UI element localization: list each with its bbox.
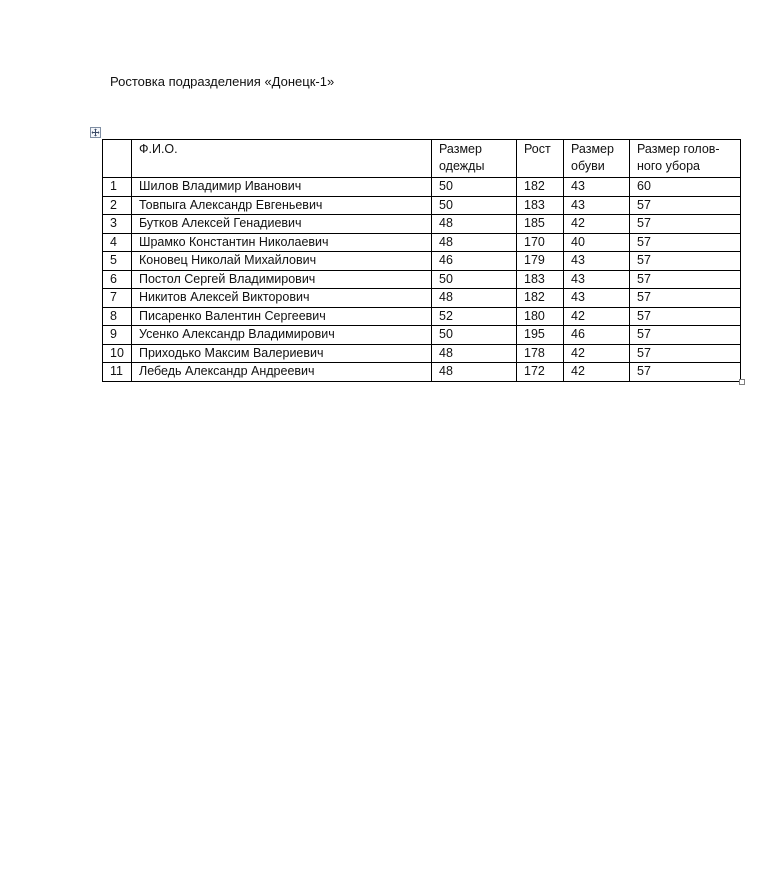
cell-number[interactable]: 1	[103, 178, 132, 197]
cell-clothing-size[interactable]: 48	[432, 344, 517, 363]
cell-full-name[interactable]: Шрамко Константин Николаевич	[132, 233, 432, 252]
cell-full-name[interactable]: Лебедь Александр Андреевич	[132, 363, 432, 382]
cell-full-name[interactable]: Приходько Максим Валериевич	[132, 344, 432, 363]
cell-clothing-size[interactable]: 52	[432, 307, 517, 326]
table-row	[103, 196, 741, 215]
cell-shoe-size[interactable]: 43	[564, 289, 630, 308]
cell-number[interactable]: 11	[103, 363, 132, 382]
table-row	[103, 326, 741, 345]
cell-shoe-size[interactable]: 43	[564, 178, 630, 197]
cell-clothing-size[interactable]: 50	[432, 270, 517, 289]
header-shoe-size[interactable]: Размер обуви	[564, 140, 630, 178]
cell-height[interactable]: 178	[517, 344, 564, 363]
cell-clothing-size[interactable]: 48	[432, 289, 517, 308]
cell-hat-size[interactable]: 57	[630, 326, 741, 345]
cell-height[interactable]: 183	[517, 196, 564, 215]
cell-full-name[interactable]: Постол Сергей Владимирович	[132, 270, 432, 289]
header-full-name[interactable]: Ф.И.О.	[132, 140, 432, 178]
cell-hat-size[interactable]: 57	[630, 289, 741, 308]
move-arrows-icon	[91, 128, 100, 137]
cell-hat-size[interactable]: 57	[630, 307, 741, 326]
cell-height[interactable]: 195	[517, 326, 564, 345]
cell-shoe-size[interactable]: 43	[564, 270, 630, 289]
cell-full-name[interactable]: Усенко Александр Владимирович	[132, 326, 432, 345]
cell-clothing-size[interactable]: 50	[432, 178, 517, 197]
cell-number[interactable]: 3	[103, 215, 132, 234]
cell-clothing-size[interactable]: 50	[432, 326, 517, 345]
header-hat-size[interactable]: Размер голов-ного убора	[630, 140, 741, 178]
cell-height[interactable]: 180	[517, 307, 564, 326]
cell-height[interactable]: 170	[517, 233, 564, 252]
cell-shoe-size[interactable]: 42	[564, 344, 630, 363]
cell-clothing-size[interactable]: 48	[432, 363, 517, 382]
cell-number[interactable]: 10	[103, 344, 132, 363]
header-clothing-size[interactable]: Размер одежды	[432, 140, 517, 178]
cell-number[interactable]: 2	[103, 196, 132, 215]
table-row	[103, 363, 741, 382]
cell-shoe-size[interactable]: 43	[564, 196, 630, 215]
header-height[interactable]: Рост	[517, 140, 564, 178]
cell-height[interactable]: 182	[517, 178, 564, 197]
cell-clothing-size[interactable]: 48	[432, 233, 517, 252]
cell-hat-size[interactable]: 60	[630, 178, 741, 197]
cell-hat-size[interactable]: 57	[630, 196, 741, 215]
cell-full-name[interactable]: Коновец Николай Михайлович	[132, 252, 432, 271]
cell-number[interactable]: 9	[103, 326, 132, 345]
table-row	[103, 252, 741, 271]
cell-number[interactable]: 5	[103, 252, 132, 271]
cell-height[interactable]: 183	[517, 270, 564, 289]
cell-shoe-size[interactable]: 42	[564, 307, 630, 326]
table-header-row	[103, 140, 741, 178]
table-row	[103, 178, 741, 197]
cell-hat-size[interactable]: 57	[630, 270, 741, 289]
cell-number[interactable]: 6	[103, 270, 132, 289]
cell-full-name[interactable]: Шилов Владимир Иванович	[132, 178, 432, 197]
cell-full-name[interactable]: Бутков Алексей Генадиевич	[132, 215, 432, 234]
cell-shoe-size[interactable]: 40	[564, 233, 630, 252]
roster-table	[102, 139, 741, 382]
cell-full-name[interactable]: Писаренко Валентин Сергеевич	[132, 307, 432, 326]
cell-number[interactable]: 4	[103, 233, 132, 252]
table-resize-handle[interactable]	[739, 379, 745, 385]
cell-hat-size[interactable]: 57	[630, 252, 741, 271]
cell-height[interactable]: 182	[517, 289, 564, 308]
table-row	[103, 289, 741, 308]
cell-number[interactable]: 7	[103, 289, 132, 308]
page-title: Ростовка подразделения «Донецк-1»	[110, 74, 335, 89]
cell-clothing-size[interactable]: 46	[432, 252, 517, 271]
cell-shoe-size[interactable]: 43	[564, 252, 630, 271]
table-row	[103, 344, 741, 363]
table-row	[103, 270, 741, 289]
cell-clothing-size[interactable]: 50	[432, 196, 517, 215]
cell-shoe-size[interactable]: 42	[564, 363, 630, 382]
table-row	[103, 307, 741, 326]
header-number[interactable]	[103, 140, 132, 178]
cell-height[interactable]: 185	[517, 215, 564, 234]
cell-clothing-size[interactable]: 48	[432, 215, 517, 234]
cell-hat-size[interactable]: 57	[630, 344, 741, 363]
cell-height[interactable]: 179	[517, 252, 564, 271]
cell-hat-size[interactable]: 57	[630, 215, 741, 234]
table-row	[103, 233, 741, 252]
table-move-handle[interactable]	[90, 127, 101, 138]
cell-hat-size[interactable]: 57	[630, 363, 741, 382]
cell-shoe-size[interactable]: 42	[564, 215, 630, 234]
cell-height[interactable]: 172	[517, 363, 564, 382]
cell-full-name[interactable]: Товпыга Александр Евгеньевич	[132, 196, 432, 215]
cell-hat-size[interactable]: 57	[630, 233, 741, 252]
cell-shoe-size[interactable]: 46	[564, 326, 630, 345]
table-row	[103, 215, 741, 234]
cell-full-name[interactable]: Никитов Алексей Викторович	[132, 289, 432, 308]
cell-number[interactable]: 8	[103, 307, 132, 326]
